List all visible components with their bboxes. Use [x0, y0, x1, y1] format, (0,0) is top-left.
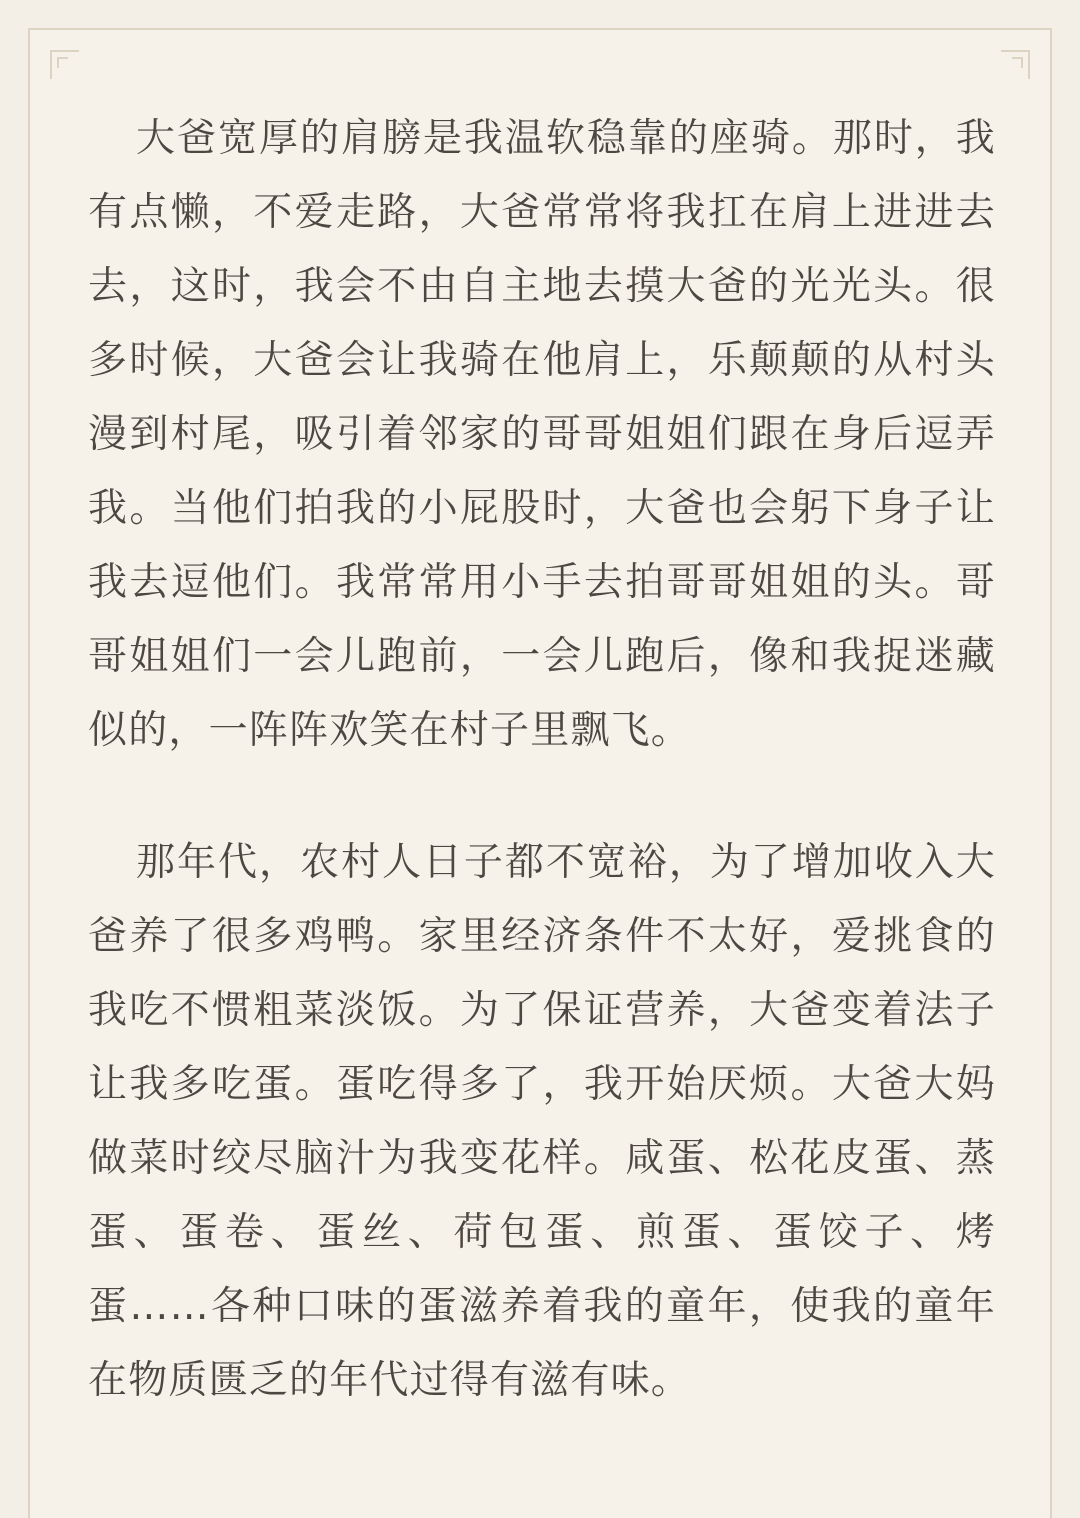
article-body [88, 102, 996, 1418]
corner-ornament-icon [50, 50, 80, 80]
corner-ornament-icon [1000, 50, 1030, 80]
paragraph-1: 大爸宽厚的肩膀是我温软稳靠的座骑。那时，我有点懒，不爱走路，大爸常常将我扛在肩上进进去去，这时，我会不由自主地去摸大爸的光光头。很多时候，大爸会让我骑在他肩上，乐颠颠的从村头漫到村尾，吸引着邻家的哥哥姐姐们跟在身后逗弄我。当他们拍我的小屁股时，大爸也会躬下身子让我去逗他们。我常常用小手去拍哥哥姐姐的头。哥哥姐姐们一会儿跑前，一会儿跑后，像和我捉迷藏似的，一阵阵欢笑在村子里飘飞。 [88, 116, 996, 753]
paragraph-2: 那年代，农村人日子都不宽裕，为了增加收入大爸养了很多鸡鸭。家里经济条件不太好，爱挑食的我吃不惯粗菜淡饭。为了保证营养，大爸变着法子让我多吃蛋。蛋吃得多了，我开始厌烦。大爸大妈做菜时绞尽脑汁为我变花样。咸蛋、松花皮蛋、蒸蛋、蛋卷、蛋丝、荷包蛋、煎蛋、蛋饺子、烤蛋……各种口味的蛋滋养着我的童年，使我的童年在物质匮乏的年代过得有滋有味。 [88, 840, 996, 1403]
